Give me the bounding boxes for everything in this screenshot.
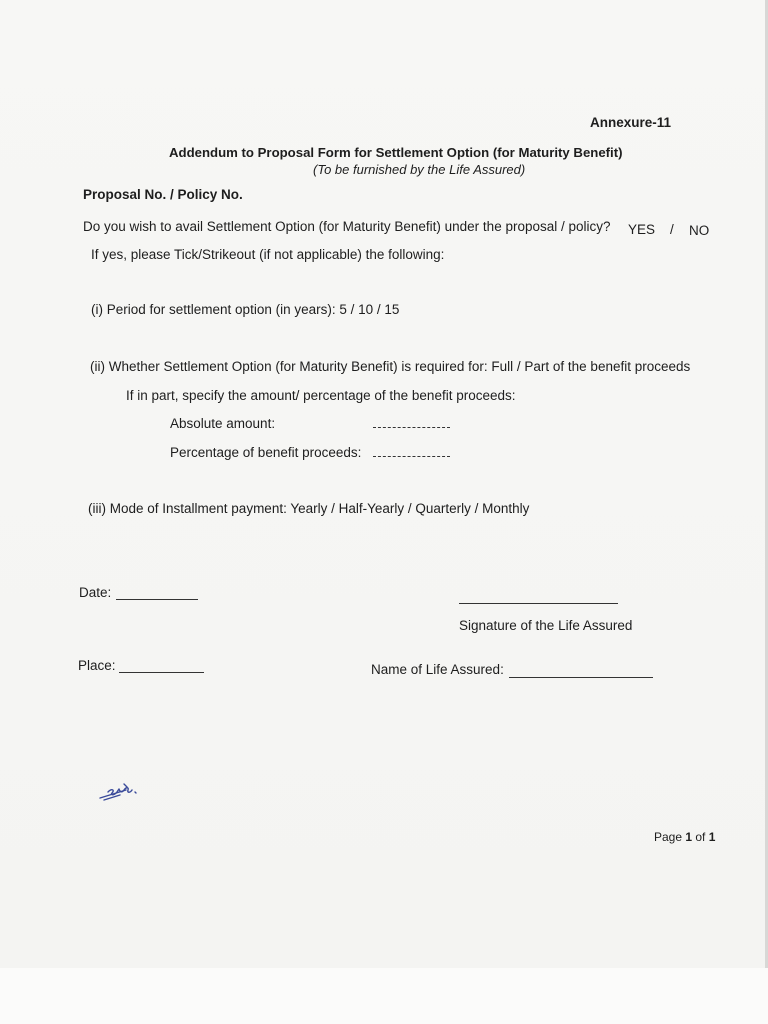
scan-margin [0,968,768,1024]
form-title: Addendum to Proposal Form for Settlement Option (for Maturity Benefit) [169,145,623,160]
absolute-amount-label: Absolute amount: [170,416,276,431]
proposal-policy-label: Proposal No. / Policy No. [83,187,243,202]
date-blank-line [116,599,198,600]
page-current: 1 [685,830,693,844]
period-item: (i) Period for settlement option (in years): 5 / 10 / 15 [91,302,400,317]
page-number [654,829,715,845]
name-blank-line [509,677,653,678]
no-option: NO [689,223,710,238]
percentage-blank [373,456,450,457]
settlement-question: Do you wish to avail Settlement Option (for Maturity Benefit) under the proposal / policy? [83,219,611,234]
name-of-life-assured-label: Name of Life Assured: [371,662,504,677]
yes-option: YES [628,222,656,237]
place-label: Place: [78,658,116,673]
absolute-amount-blank [373,427,450,428]
page-total: 1 [708,830,716,844]
handwritten-initials-signature [96,778,144,804]
page-of: of [692,830,709,844]
date-label: Date: [79,585,112,600]
annexure-label: Annexure-11 [590,115,672,130]
if-part-text: If in part, specify the amount/ percentage of the benefit proceeds: [126,388,516,403]
option-separator: / [670,222,674,237]
place-blank-line [119,672,204,673]
form-subtitle: (To be furnished by the Life Assured) [313,162,526,177]
instruction-text: If yes, please Tick/Strikeout (if not applicable) the following: [91,247,445,262]
signature-line [459,603,618,604]
page-prefix: Page [654,830,686,844]
signature-label: Signature of the Life Assured [459,618,633,633]
mode-item: (iii) Mode of Installment payment: Yearly / Half-Yearly / Quarterly / Monthly [88,501,530,516]
percentage-label: Percentage of benefit proceeds: [170,445,362,460]
whether-item: (ii) Whether Settlement Option (for Maturity Benefit) is required for: Full / Part of the benefit proceeds [90,359,691,374]
